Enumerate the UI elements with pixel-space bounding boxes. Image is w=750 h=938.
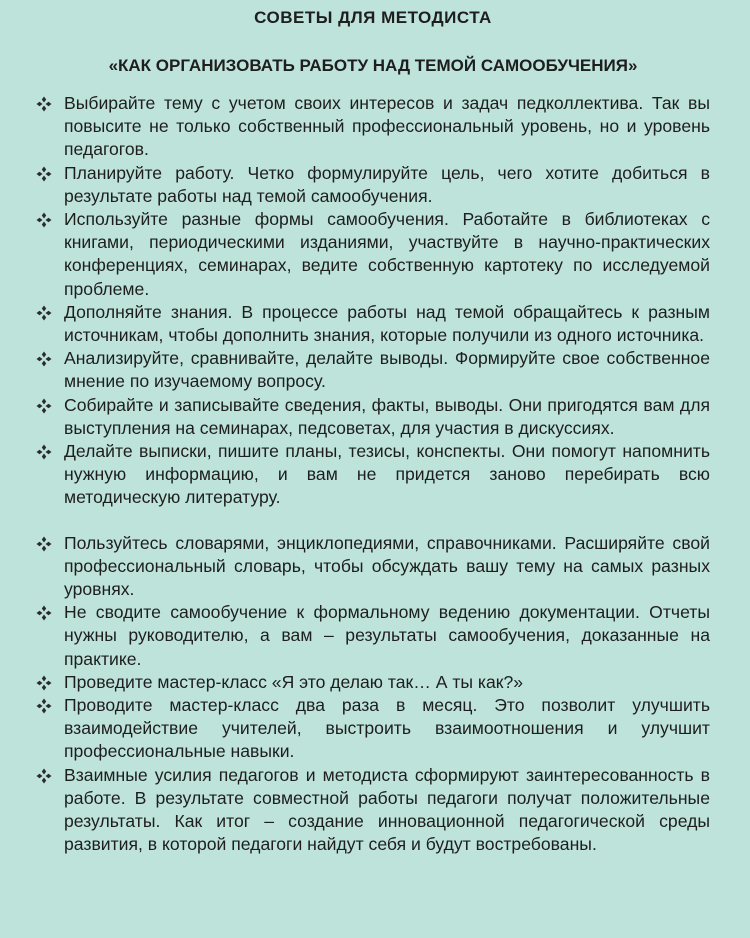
diamond-bullet-icon xyxy=(36,305,52,321)
diamond-bullet-icon xyxy=(36,768,52,784)
tip-item xyxy=(36,601,710,671)
tip-item xyxy=(36,92,710,162)
tip-item xyxy=(36,208,710,301)
page-subtitle: «КАК ОРГАНИЗОВАТЬ РАБОТУ НАД ТЕМОЙ САМООБУЧЕНИЯ» xyxy=(108,56,638,75)
diamond-bullet-icon xyxy=(36,675,52,691)
tip-item xyxy=(36,671,710,694)
tip-text: Взаимные усилия педагогов и методиста сформируют заинтересованность в работе. В результате совместной работы педагоги получат положительные результаты. Как итог – создание инновационной педагогической среды развития, в которой педагоги найдут себя и будут востребованы. xyxy=(64,764,710,855)
tip-text: Планируйте работу. Четко формулируйте цель, чего хотите добиться в результате работы над темой самообучения. xyxy=(64,162,710,206)
tip-item xyxy=(36,347,710,393)
tip-text: Пользуйтесь словарями, энциклопедиями, справочниками. Расширяйте свой профессиональный словарь, чтобы обсуждать вашу тему на самых разных уровнях. xyxy=(64,532,710,600)
diamond-bullet-icon xyxy=(36,698,52,714)
tip-text: Используйте разные формы самообучения. Работайте в библиотеках с книгами, периодическими изданиями, участвуйте в научно-практических конференциях, семинарах, ведите собственную картотеку по исследуемой проблеме. xyxy=(64,209,710,299)
tip-text: Делайте выписки, пишите планы, тезисы, конспекты. Они помогут напомнить нужную информацию, и вам не придется заново перебирать всю методическую литературу. xyxy=(64,441,710,508)
tip-item xyxy=(36,162,710,208)
tip-text: Дополняйте знания. В процессе работы над темой обращайтесь к разным источникам, чтобы дополнить знания, которые получили из одного источника. xyxy=(64,301,710,346)
diamond-bullet-icon xyxy=(36,444,52,460)
tip-text: Проводите мастер-класс два раза в месяц. Это позволит улучшить взаимодействие учителей, выстроить взаимоотношения и улучшит профессиональные навыки. xyxy=(64,695,710,762)
tip-item xyxy=(36,394,710,440)
tip-text: Анализируйте, сравнивайте, делайте выводы. Формируйте свое собственное мнение по изучаемому вопросу. xyxy=(64,348,710,392)
tip-item xyxy=(36,694,710,764)
tip-item xyxy=(36,764,710,857)
diamond-bullet-icon xyxy=(36,166,52,182)
diamond-bullet-icon xyxy=(36,536,52,552)
diamond-bullet-icon xyxy=(36,605,52,621)
tip-item xyxy=(36,532,710,602)
page-title: СОВЕТЫ ДЛЯ МЕТОДИСТА xyxy=(254,8,492,27)
tip-item xyxy=(36,440,710,510)
diamond-bullet-icon xyxy=(36,212,52,228)
tips-list xyxy=(36,92,710,857)
tip-item xyxy=(36,301,710,347)
tip-text: Проведите мастер-класс «Я это делаю так… А ты как?» xyxy=(64,671,524,692)
tip-text: Не сводите самообучение к формальному ведению документации. Отчеты нужны руководителю, а вам – результаты самообучения, доказанные на практике. xyxy=(64,602,710,669)
diamond-bullet-icon xyxy=(36,96,52,112)
tip-text: Выбирайте тему с учетом своих интересов и задач педколлектива. Так вы повысите не только собственный профессиональный уровень, но и уровень педагогов. xyxy=(64,93,710,160)
diamond-bullet-icon xyxy=(36,351,52,367)
tip-text: Собирайте и записывайте сведения, факты, выводы. Они пригодятся вам для выступления на семинарах, педсоветах, для участия в дискуссиях. xyxy=(64,394,710,438)
diamond-bullet-icon xyxy=(36,398,52,414)
